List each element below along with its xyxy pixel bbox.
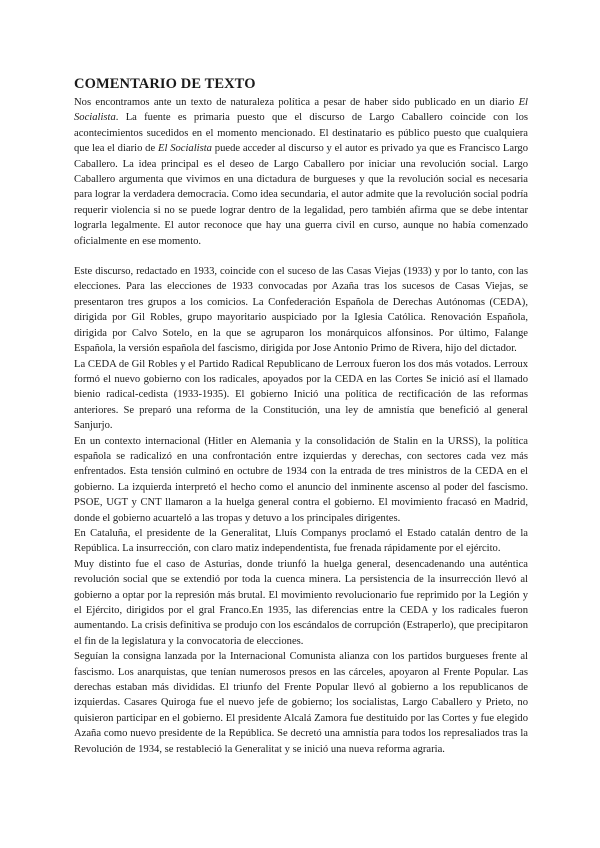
newspaper-name: El Socialista (74, 97, 528, 124)
document-body (74, 76, 528, 757)
paragraph-frente-popular: Seguían la consigna lanzada por la Internacional Comunista alianza con los partidos burgueses frente al fascismo. Los anarquistas, que tenían numerosos presos en las cárceles, apoyaron al Frente Popular. Las derechas estaban más divididas. El triunfo del Frente Popular llevó al gobierno a los republicanos de izquierdas. Casares Quiroga fue el nuevo jefe de gobierno; los socialistas, Largo Caballero y Prieto, no quisieron participar en el gobierno. El presidente Alcalá Zamora fue destituido por las Cortes y fue elegido Azaña como nuevo presidente de la República. Se decretó una amnistía para todos los represaliados tras la Revolución de 1934, se restableció la Generalitat y se inició una nueva reforma agraria. (74, 651, 528, 755)
paragraph-context-1933: Este discurso, redactado en 1933, coincide con el suceso de las Casas Viejas (1933) y por lo tanto, con las elecciones. Para las elecciones de 1933 convocadas por Azaña tras los sucesos de Casas Viejas, se presentaron tres grupos a los comicios. La Confederación Española de Derechas Autónomas (CEDA), dirigida por Gil Robles, grupo mayoritario auspiciado por la Iglesia Católica. Renovación Española, dirigida por Calvo Sotelo, en la que se agruparon los monárquicos alfonsinos. Por último, Falange Española, la versión española del fascismo, dirigida por Jose Antonio Primo de Rivera, hijo del dictador. (74, 266, 528, 355)
paragraph-octubre-1934: En un contexto internacional (Hitler en Alemania y la consolidación de Stalin en la URSS), la política española se radicalizó en una confrontación entre izquierdas y derechas, con sectores cada vez más enfrentados. Esta tensión culminó en octubre de 1934 con la entrada de tres ministros de la CEDA en el gobierno. La izquierda interpretó el hecho como el anuncio del inminente ascenso al poder del fascismo. PSOE, UGT y CNT llamaron a la huelga general contra el gobierno. El movimiento fracasó en Madrid, donde el gobierno acuarteló a las tropas y detuvo a los principales dirigentes. (74, 435, 528, 524)
paragraph-intro: Nos encontramos ante un texto de naturaleza política a pesar de haber sido publicado en un diario El Socialista. La fuente es primaria puesto que el discurso de Largo Caballero coincide con los acontecimientos sucedidos en el momento mencionado. El destinatario es público puesto que cualquiera que lea el diario de El Socialista puede acceder al discurso y el autor es privado ya que es Francisco Largo Caballero. La idea principal es el deseo de Largo Caballero por iniciar una revolución social. Largo Caballero argumenta que vivimos en una dictadura de burgueses y que la revolución social es necesaria para lograr la verdadera democracia. Como idea secundaria, el autor admite que la revolución social podría requerir violencia si no se puede lograr dentro de la legalidad, pero también afirma que se debe intentar lograrla legalmente. El autor reconoce que hay una guerra civil en curso, aunque no había comenzado oficialmente en ese momento. (74, 97, 528, 247)
paragraph-cataluna: En Cataluña, el presidente de la Generalitat, Lluís Companys proclamó el Estado catalán dentro de la República. La insurrección, con claro matiz independentista, fue frenada rápidamente por el ejército. (74, 527, 528, 555)
newspaper-name: El Socialista (157, 143, 212, 155)
paragraph-asturias: Muy distinto fue el caso de Asturias, donde triunfó la huelga general, desencadenando una auténtica revolución social que se extendió por toda la cuenca minera. La persistencia de la insurrección llevó al gobierno a optar por la represión más brutal. El movimiento revolucionario fue reprimido por la Legión y el Ejército, dirigidos por el gral Franco.En 1935, las diferencias entre la CEDA y los radicales fueron aumentando. La crisis definitiva se produjo con los escándalos de corrupción (Estraperlo), que precipitaron el fin de la legislatura y la convocatoria de elecciones. (74, 558, 528, 647)
document-title: COMENTARIO DE TEXTO (74, 76, 256, 92)
paragraph-bienio: La CEDA de Gil Robles y el Partido Radical Republicano de Lerroux fueron los dos más votados. Lerroux formó el nuevo gobierno con los radicales, apoyados por la CEDA en las Cortes Se inició así el llamado bienio radical-cedista (1933-1935). El gobierno Inició una política de rectificación de las reformas anteriores. Se preparó una reforma de la Constitución, una ley de amnistía que benefició al general Sanjurjo. (74, 358, 528, 432)
